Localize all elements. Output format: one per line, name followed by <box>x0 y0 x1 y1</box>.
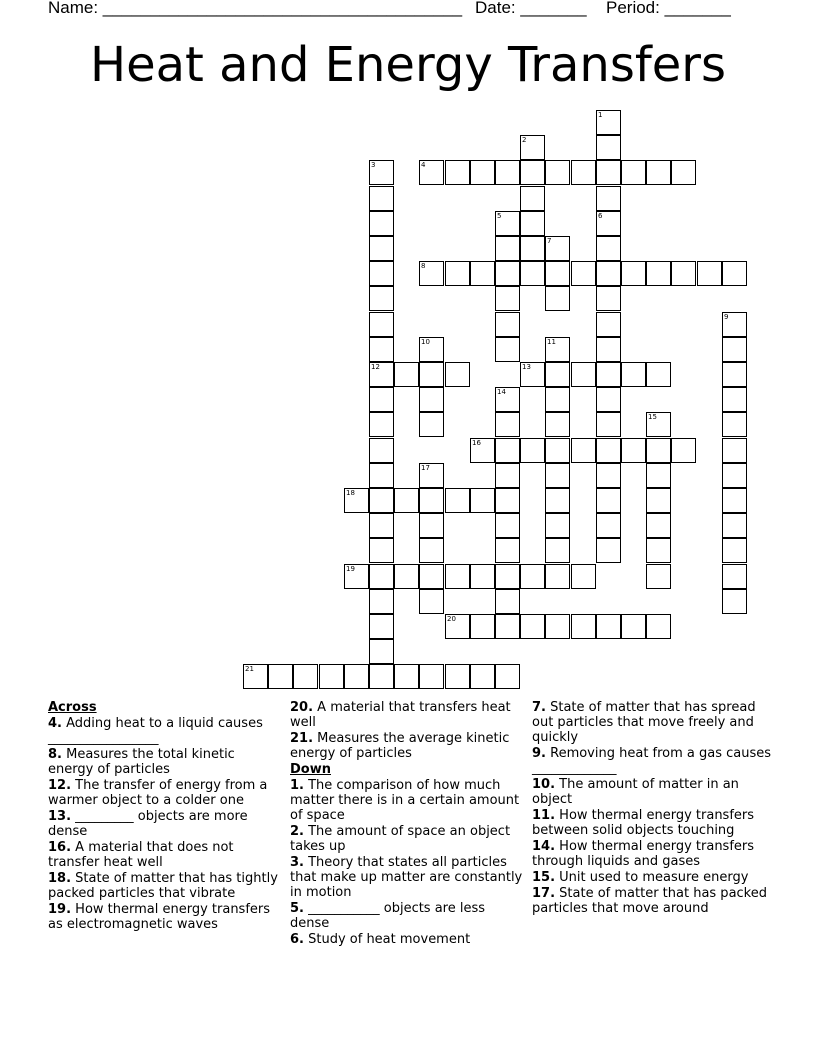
grid-cell[interactable] <box>545 538 570 563</box>
grid-cell[interactable] <box>596 211 621 236</box>
grid-cell[interactable] <box>495 463 520 488</box>
grid-cell[interactable] <box>369 463 394 488</box>
grid-cell[interactable] <box>671 160 696 185</box>
grid-cell[interactable] <box>545 261 570 286</box>
clue-number: 16 <box>472 439 481 447</box>
grid-cell[interactable] <box>596 387 621 412</box>
grid-cell[interactable] <box>495 513 520 538</box>
grid-cell[interactable] <box>293 664 318 689</box>
clues-column-3 <box>532 700 772 917</box>
clue-number: 14 <box>497 388 506 396</box>
grid-cell[interactable] <box>722 337 747 362</box>
grid-cell[interactable] <box>621 438 646 463</box>
grid-cell[interactable] <box>621 362 646 387</box>
grid-cell[interactable] <box>545 488 570 513</box>
grid-cell[interactable] <box>520 438 545 463</box>
grid-cell[interactable] <box>344 488 369 513</box>
grid-cell[interactable] <box>495 286 520 311</box>
grid-cell[interactable] <box>319 664 344 689</box>
grid-cell[interactable] <box>520 135 545 160</box>
grid-cell[interactable] <box>646 538 671 563</box>
grid-cell[interactable] <box>520 186 545 211</box>
grid-cell[interactable] <box>596 135 621 160</box>
grid-cell[interactable] <box>369 362 394 387</box>
clue-number: 20 <box>447 615 456 623</box>
date-field[interactable]: Date: _______ <box>475 0 587 17</box>
grid-cell[interactable] <box>419 387 444 412</box>
clue-item: 10. The amount of matter in an object <box>532 777 739 807</box>
grid-cell[interactable] <box>571 362 596 387</box>
clue-number: 5 <box>497 212 502 220</box>
grid-cell[interactable] <box>419 261 444 286</box>
grid-cell[interactable] <box>243 664 268 689</box>
clue-item: 2. The amount of space an object takes up <box>290 824 511 854</box>
grid-cell[interactable] <box>596 538 621 563</box>
grid-cell[interactable] <box>722 564 747 589</box>
grid-cell[interactable] <box>344 664 369 689</box>
grid-cell[interactable] <box>495 236 520 261</box>
grid-cell[interactable] <box>369 664 394 689</box>
grid-cell[interactable] <box>369 337 394 362</box>
grid-cell[interactable] <box>495 488 520 513</box>
grid-cell[interactable] <box>722 463 747 488</box>
grid-cell[interactable] <box>671 261 696 286</box>
grid-cell[interactable] <box>369 614 394 639</box>
grid-cell[interactable] <box>445 261 470 286</box>
grid-cell[interactable] <box>596 337 621 362</box>
clue-item: 13. _________ objects are more dense <box>48 809 248 839</box>
grid-cell[interactable] <box>344 564 369 589</box>
grid-cell[interactable] <box>596 438 621 463</box>
grid-cell[interactable] <box>697 261 722 286</box>
grid-cell[interactable] <box>495 337 520 362</box>
grid-cell[interactable] <box>369 538 394 563</box>
clue-number: 3 <box>371 161 376 169</box>
grid-cell[interactable] <box>646 488 671 513</box>
grid-cell[interactable] <box>520 614 545 639</box>
grid-cell[interactable] <box>646 614 671 639</box>
clue-item: 5. ___________ objects are less dense <box>290 901 486 931</box>
clue-number: 2 <box>522 136 527 144</box>
grid-cell[interactable] <box>419 513 444 538</box>
clue-item: 9. Removing heat from a gas causes _____________ <box>532 746 772 776</box>
grid-cell[interactable] <box>545 438 570 463</box>
grid-cell[interactable] <box>646 261 671 286</box>
grid-cell[interactable] <box>369 488 394 513</box>
clue-number: 19 <box>346 565 355 573</box>
grid-cell[interactable] <box>520 261 545 286</box>
grid-cell[interactable] <box>268 664 293 689</box>
page-title: Heat and Energy Transfers <box>90 37 726 93</box>
grid-cell[interactable] <box>621 160 646 185</box>
grid-cell[interactable] <box>520 160 545 185</box>
clues-column-2 <box>290 700 526 948</box>
clue-number: 12 <box>371 363 380 371</box>
grid-cell[interactable] <box>545 160 570 185</box>
grid-cell[interactable] <box>445 664 470 689</box>
grid-cell[interactable] <box>495 211 520 236</box>
clue-number: 17 <box>421 464 430 472</box>
grid-cell[interactable] <box>470 564 495 589</box>
clue-item: 11. How thermal energy transfers between solid objects touching <box>532 808 755 838</box>
clue-number: 7 <box>547 237 552 245</box>
grid-cell[interactable] <box>419 589 444 614</box>
grid-cell[interactable] <box>369 186 394 211</box>
clue-item: 15. Unit used to measure energy <box>532 870 749 885</box>
grid-cell[interactable] <box>520 362 545 387</box>
grid-cell[interactable] <box>646 362 671 387</box>
clue-number: 15 <box>648 413 657 421</box>
clue-number: 6 <box>598 212 603 220</box>
grid-cell[interactable] <box>722 362 747 387</box>
clue-number: 1 <box>598 111 603 119</box>
grid-cell[interactable] <box>596 110 621 135</box>
clue-item: 3. Theory that states all particles that make up matter are constantly in motion <box>290 855 523 900</box>
grid-cell[interactable] <box>369 312 394 337</box>
clue-item: 18. State of matter that has tightly packed particles that vibrate <box>48 871 278 901</box>
grid-cell[interactable] <box>722 387 747 412</box>
grid-cell[interactable] <box>596 186 621 211</box>
grid-cell[interactable] <box>545 463 570 488</box>
grid-cell[interactable] <box>571 261 596 286</box>
grid-cell[interactable] <box>722 589 747 614</box>
grid-cell[interactable] <box>495 312 520 337</box>
grid-cell[interactable] <box>369 438 394 463</box>
grid-cell[interactable] <box>419 412 444 437</box>
grid-cell[interactable] <box>646 564 671 589</box>
grid-cell[interactable] <box>596 412 621 437</box>
grid-cell[interactable] <box>596 160 621 185</box>
grid-cell[interactable] <box>545 412 570 437</box>
grid-cell[interactable] <box>621 614 646 639</box>
grid-cell[interactable] <box>470 438 495 463</box>
grid-cell[interactable] <box>596 362 621 387</box>
clue-item: 20. A material that transfers heat well <box>290 700 511 730</box>
grid-cell[interactable] <box>621 261 646 286</box>
grid-cell[interactable] <box>369 160 394 185</box>
clue-number: 10 <box>421 338 430 346</box>
period-field[interactable]: Period: _______ <box>606 0 731 17</box>
clue-item: 12. The transfer of energy from a warmer object to a colder one <box>48 778 268 808</box>
grid-cell[interactable] <box>495 160 520 185</box>
grid-cell[interactable] <box>596 614 621 639</box>
grid-cell[interactable] <box>646 513 671 538</box>
grid-cell[interactable] <box>369 236 394 261</box>
grid-cell[interactable] <box>495 564 520 589</box>
grid-cell[interactable] <box>722 312 747 337</box>
clue-number: 8 <box>421 262 426 270</box>
grid-cell[interactable] <box>369 639 394 664</box>
clue-item: 1. The comparison of how much matter there is in a certain amount of space <box>290 778 520 823</box>
grid-cell[interactable] <box>445 614 470 639</box>
grid-cell[interactable] <box>495 589 520 614</box>
grid-cell[interactable] <box>545 286 570 311</box>
grid-cell[interactable] <box>394 664 419 689</box>
grid-cell[interactable] <box>419 362 444 387</box>
grid-cell[interactable] <box>470 261 495 286</box>
grid-cell[interactable] <box>722 412 747 437</box>
grid-cell[interactable] <box>646 160 671 185</box>
grid-cell[interactable] <box>545 513 570 538</box>
grid-cell[interactable] <box>419 463 444 488</box>
grid-cell[interactable] <box>470 664 495 689</box>
grid-cell[interactable] <box>470 160 495 185</box>
grid-cell[interactable] <box>596 286 621 311</box>
grid-cell[interactable] <box>596 488 621 513</box>
clue-number: 4 <box>421 161 426 169</box>
grid-cell[interactable] <box>520 564 545 589</box>
grid-cell[interactable] <box>545 337 570 362</box>
grid-cell[interactable] <box>419 564 444 589</box>
grid-cell[interactable] <box>369 513 394 538</box>
grid-cell[interactable] <box>722 538 747 563</box>
grid-cell[interactable] <box>520 211 545 236</box>
grid-cell[interactable] <box>495 538 520 563</box>
clue-number: 13 <box>522 363 531 371</box>
grid-cell[interactable] <box>545 564 570 589</box>
grid-cell[interactable] <box>571 564 596 589</box>
clue-item: 21. Measures the average kinetic energy of particles <box>290 731 510 761</box>
grid-cell[interactable] <box>545 387 570 412</box>
grid-cell[interactable] <box>722 488 747 513</box>
grid-cell[interactable] <box>571 160 596 185</box>
grid-cell[interactable] <box>545 614 570 639</box>
grid-cell[interactable] <box>571 438 596 463</box>
clue-item: 8. Measures the total kinetic energy of particles <box>48 747 235 777</box>
grid-cell[interactable] <box>445 488 470 513</box>
grid-cell[interactable] <box>545 236 570 261</box>
clue-item: 14. How thermal energy transfers through liquids and gases <box>532 839 755 869</box>
grid-cell[interactable] <box>571 614 596 639</box>
grid-cell[interactable] <box>419 664 444 689</box>
grid-cell[interactable] <box>369 261 394 286</box>
grid-cell[interactable] <box>495 412 520 437</box>
grid-cell[interactable] <box>495 614 520 639</box>
grid-cell[interactable] <box>369 286 394 311</box>
grid-cell[interactable] <box>671 438 696 463</box>
grid-cell[interactable] <box>419 488 444 513</box>
grid-cell[interactable] <box>445 564 470 589</box>
clue-item: 19. How thermal energy transfers as electromagnetic waves <box>48 902 271 932</box>
clue-number: 21 <box>245 665 254 673</box>
grid-cell[interactable] <box>369 412 394 437</box>
clue-number: 9 <box>724 313 729 321</box>
grid-cell[interactable] <box>596 513 621 538</box>
grid-cell[interactable] <box>445 160 470 185</box>
grid-cell[interactable] <box>596 236 621 261</box>
grid-cell[interactable] <box>369 211 394 236</box>
grid-cell[interactable] <box>520 236 545 261</box>
clue-item: 4. Adding heat to a liquid causes _________________ <box>48 716 263 746</box>
grid-cell[interactable] <box>419 538 444 563</box>
grid-cell[interactable] <box>445 362 470 387</box>
grid-cell[interactable] <box>495 664 520 689</box>
grid-cell[interactable] <box>596 261 621 286</box>
grid-cell[interactable] <box>495 261 520 286</box>
grid-cell[interactable] <box>646 412 671 437</box>
clue-item: 6. Study of heat movement <box>290 932 471 947</box>
grid-cell[interactable] <box>419 160 444 185</box>
grid-cell[interactable] <box>722 438 747 463</box>
grid-cell[interactable] <box>394 488 419 513</box>
across-heading: Across <box>48 700 97 715</box>
down-heading: Down <box>290 762 331 777</box>
grid-cell[interactable] <box>369 387 394 412</box>
grid-cell[interactable] <box>394 564 419 589</box>
grid-cell[interactable] <box>722 261 747 286</box>
grid-cell[interactable] <box>596 463 621 488</box>
grid-cell[interactable] <box>596 312 621 337</box>
grid-cell[interactable] <box>419 337 444 362</box>
clue-number: 11 <box>547 338 556 346</box>
grid-cell[interactable] <box>545 362 570 387</box>
grid-cell[interactable] <box>369 564 394 589</box>
grid-cell[interactable] <box>394 362 419 387</box>
grid-cell[interactable] <box>470 614 495 639</box>
grid-cell[interactable] <box>369 589 394 614</box>
clue-item: 7. State of matter that has spread out particles that move freely and quickly <box>532 700 756 745</box>
grid-cell[interactable] <box>646 438 671 463</box>
clue-number: 18 <box>346 489 355 497</box>
grid-cell[interactable] <box>495 387 520 412</box>
name-field[interactable]: Name: ______________________________________ <box>48 0 463 17</box>
clue-item: 17. State of matter that has packed particles that move around <box>532 886 767 916</box>
grid-cell[interactable] <box>470 488 495 513</box>
grid-cell[interactable] <box>495 438 520 463</box>
grid-cell[interactable] <box>646 463 671 488</box>
clue-item: 16. A material that does not transfer heat well <box>48 840 234 870</box>
grid-cell[interactable] <box>722 513 747 538</box>
clues-column-1 <box>48 700 280 933</box>
